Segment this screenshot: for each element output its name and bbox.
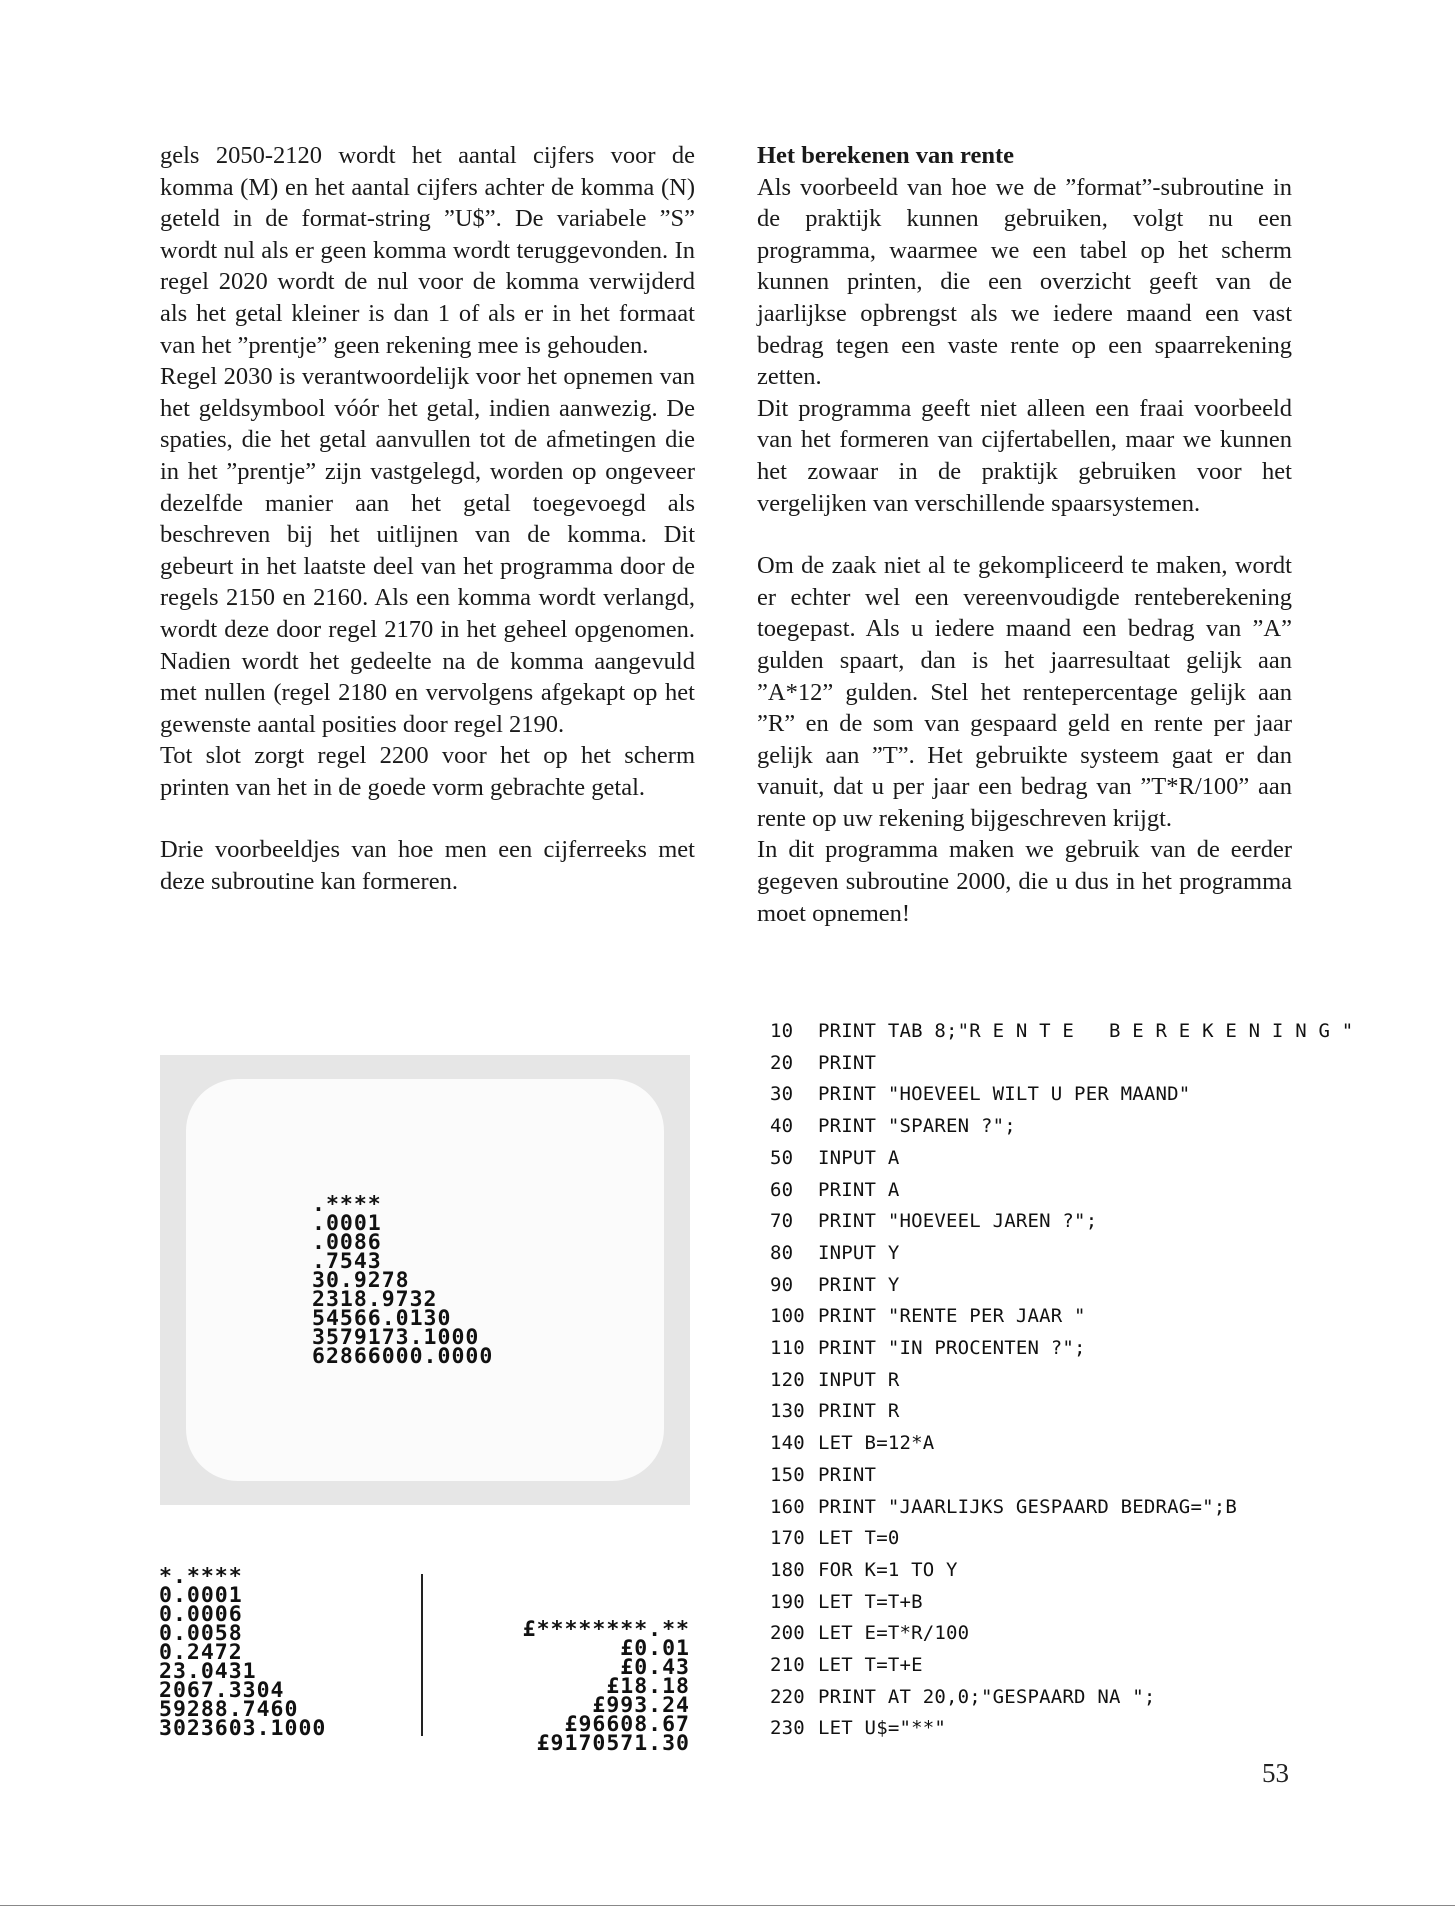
code-line bbox=[770, 1713, 1353, 1745]
line-number: 20 bbox=[770, 1051, 794, 1074]
line-number: 70 bbox=[770, 1210, 794, 1233]
screen-output-line: 54566.0130 bbox=[312, 1306, 452, 1331]
code-text: PRINT bbox=[818, 1463, 877, 1486]
code-text: INPUT R bbox=[818, 1368, 900, 1391]
example-right-line: £993.24 bbox=[592, 1693, 690, 1718]
line-number: 10 bbox=[770, 1020, 794, 1042]
line-number: 160 bbox=[770, 1495, 805, 1518]
code-line bbox=[770, 1143, 1353, 1175]
code-text: PRINT AT 20,0;"GESPAARD NA "; bbox=[818, 1685, 1156, 1708]
code-text: PRINT "HOEVEEL JAREN ?"; bbox=[818, 1210, 1098, 1233]
code-line bbox=[770, 1238, 1353, 1270]
code-text: LET E=T*R/100 bbox=[818, 1622, 970, 1645]
left-paragraph-1: gels 2050-2120 wordt het aantal cijfers voor de komma (M) en het aantal cijfers achter de komma (N) geteld in de format-string ”U$”. De variabele ”S” wordt nul als er geen komma wordt teruggevonden. In regel 2020 wordt de nul voor de komma verwijderd als het getal kleiner is dan 1 of als er in het formaat van het ”prentje” geen rekening mee is gehouden. bbox=[160, 142, 695, 359]
code-line bbox=[770, 1270, 1353, 1302]
code-text: PRINT "JAARLIJKS GESPAARD BEDRAG=";B bbox=[818, 1495, 1238, 1518]
line-number: 230 bbox=[770, 1717, 805, 1740]
example-right-line: £9170571.30 bbox=[536, 1731, 690, 1756]
example-right-line: £18.18 bbox=[606, 1674, 690, 1699]
code-text: PRINT Y bbox=[818, 1273, 900, 1296]
line-number: 140 bbox=[770, 1432, 805, 1455]
example-left-line: 23.0431 bbox=[159, 1659, 257, 1684]
code-text: PRINT "HOEVEEL WILT U PER MAAND" bbox=[818, 1083, 1191, 1106]
left-column bbox=[160, 140, 695, 898]
code-line bbox=[770, 1460, 1353, 1492]
right-paragraph-2: Dit programma geeft niet alleen een fraai voorbeeld van het formeren van cijfertabellen, maar we kunnen het zowaar in de praktijk gebruiken voor het vergelijken van verschillende spaarsystemen. bbox=[757, 394, 1292, 517]
code-line bbox=[770, 1523, 1353, 1555]
screen-output-line: .**** bbox=[312, 1192, 382, 1217]
program-listing bbox=[770, 1016, 1353, 1745]
code-text: PRINT TAB 8;"R E N T E B E R E K E N I N G " bbox=[818, 1020, 1354, 1042]
code-line bbox=[770, 1492, 1353, 1524]
line-number: 50 bbox=[770, 1146, 794, 1169]
code-line bbox=[770, 1016, 1353, 1048]
line-number: 40 bbox=[770, 1115, 794, 1138]
code-line bbox=[770, 1048, 1353, 1080]
right-column bbox=[757, 140, 1292, 929]
example-left-line: *.**** bbox=[159, 1564, 243, 1589]
screen-output-line: 62866000.0000 bbox=[312, 1344, 494, 1369]
code-line bbox=[770, 1333, 1353, 1365]
example-divider bbox=[421, 1574, 423, 1736]
code-text: PRINT "SPAREN ?"; bbox=[818, 1115, 1016, 1138]
right-paragraph-3: Om de zaak niet al te gekompliceerd te maken, wordt er echter wel een vereenvoudigde renteberekening toegepast. Als u iedere maand een bedrag van ”A” gulden spaart, dan is het jaarresultaat gelijk aan ”A*12” gulden. Stel het rentepercentage gelijk aan ”R” en de som van gespaard geld en rente per jaar gelijk aan ”T”. Het gebruikte systeem gaat er dan vanuit, dat u per jaar een bedrag van ”T*R/100” aan rente op uw rekening bijgeschreven krijgt. bbox=[757, 552, 1292, 832]
screen-output-line: .0001 bbox=[312, 1211, 382, 1236]
example-right-line: £0.01 bbox=[620, 1636, 690, 1661]
example-left-numbers bbox=[159, 1564, 327, 1741]
line-number: 90 bbox=[770, 1273, 794, 1296]
code-line bbox=[770, 1682, 1353, 1714]
left-paragraph-3: Tot slot zorgt regel 2200 voor het op het scherm printen van het in de goede vorm gebrachte getal. bbox=[160, 742, 695, 801]
screen-output-line: 3579173.1000 bbox=[312, 1325, 480, 1350]
code-text: PRINT "IN PROCENTEN ?"; bbox=[818, 1337, 1086, 1360]
line-number: 220 bbox=[770, 1685, 805, 1708]
left-paragraph-4: Drie voorbeeldjes van hoe men een cijferreeks met deze subroutine kan formeren. bbox=[160, 836, 695, 896]
line-number: 80 bbox=[770, 1241, 794, 1264]
right-paragraph-1: Als voorbeeld van hoe we de ”format”-subroutine in de praktijk kunnen gebruiken, volgt nu een programma, waarmee we een tabel op het scherm kunnen printen, die een overzicht geeft van de jaarlijkse opbrengst als we iedere maand een vast bedrag tegen een vaste rente op een spaarrekening zetten. bbox=[757, 173, 1292, 391]
code-line bbox=[770, 1428, 1353, 1460]
line-number: 170 bbox=[770, 1527, 805, 1550]
screen-output-numbers bbox=[312, 1192, 494, 1369]
line-number: 150 bbox=[770, 1463, 805, 1486]
code-text: PRINT A bbox=[818, 1178, 900, 1201]
example-right-line: £0.43 bbox=[620, 1655, 690, 1680]
line-number: 130 bbox=[770, 1400, 805, 1423]
example-left-line: 0.2472 bbox=[159, 1640, 243, 1665]
code-text: INPUT Y bbox=[818, 1241, 900, 1264]
code-line bbox=[770, 1111, 1353, 1143]
code-text: LET U$="**" bbox=[818, 1717, 947, 1740]
code-line bbox=[770, 1079, 1353, 1111]
page-number: 53 bbox=[1262, 1758, 1289, 1788]
line-number: 190 bbox=[770, 1590, 805, 1613]
right-paragraph-4: In dit programma maken we gebruik van de eerder gegeven subroutine 2000, die u dus in het programma moet opnemen! bbox=[757, 836, 1292, 927]
code-line bbox=[770, 1206, 1353, 1238]
code-line bbox=[770, 1301, 1353, 1333]
line-number: 200 bbox=[770, 1622, 805, 1645]
code-line bbox=[770, 1650, 1353, 1682]
example-left-line: 0.0001 bbox=[159, 1583, 243, 1608]
example-right-line: £********.** bbox=[522, 1617, 690, 1642]
code-line bbox=[770, 1618, 1353, 1650]
example-right-numbers bbox=[470, 1617, 690, 1756]
bottom-rule bbox=[0, 1905, 1455, 1906]
line-number: 210 bbox=[770, 1654, 805, 1677]
code-line bbox=[770, 1365, 1353, 1397]
code-text: PRINT R bbox=[818, 1400, 900, 1423]
example-left-line: 59288.7460 bbox=[159, 1697, 299, 1722]
code-line bbox=[770, 1555, 1353, 1587]
screen-output-line: 2318.9732 bbox=[312, 1287, 438, 1312]
section-heading: Het berekenen van rente bbox=[757, 142, 1014, 169]
example-right-line: £96608.67 bbox=[564, 1712, 690, 1737]
code-line bbox=[770, 1587, 1353, 1619]
example-left-line: 0.0006 bbox=[159, 1602, 243, 1627]
line-number: 180 bbox=[770, 1558, 805, 1581]
code-line bbox=[770, 1175, 1353, 1207]
screen-output-line: 30.9278 bbox=[312, 1268, 410, 1293]
code-text: LET T=T+E bbox=[818, 1654, 923, 1677]
code-line bbox=[770, 1396, 1353, 1428]
code-text: LET T=T+B bbox=[818, 1590, 923, 1613]
example-left-line: 0.0058 bbox=[159, 1621, 243, 1646]
line-number: 100 bbox=[770, 1305, 805, 1328]
code-text: LET B=12*A bbox=[818, 1432, 935, 1455]
code-text: PRINT bbox=[818, 1051, 877, 1074]
line-number: 110 bbox=[770, 1337, 805, 1360]
screen-output-line: .7543 bbox=[312, 1249, 382, 1274]
code-text: FOR K=1 TO Y bbox=[818, 1558, 958, 1581]
screen-output-line: .0086 bbox=[312, 1230, 382, 1255]
code-text: LET T=0 bbox=[818, 1527, 900, 1550]
code-text: INPUT A bbox=[818, 1146, 900, 1169]
example-left-line: 3023603.1000 bbox=[159, 1716, 327, 1741]
line-number: 60 bbox=[770, 1178, 794, 1201]
code-text: PRINT "RENTE PER JAAR " bbox=[818, 1305, 1086, 1328]
line-number: 120 bbox=[770, 1368, 805, 1391]
left-paragraph-2: Regel 2030 is verantwoordelijk voor het opnemen van het geldsymbool vóór het getal, indien aanwezig. De spaties, die het getal aanvullen tot de afmetingen die in het ”prentje” zijn vastgelegd, worden op ongeveer dezelfde manier aan het getal toegevoegd als beschreven bij het uitlijnen van de komma. Dit gebeurt in het laatste deel van het programma door de regels 2150 en 2160. Als een komma wordt verlangd, wordt deze door regel 2170 in het geheel opgenomen. Nadien wordt het gedeelte na de komma aangevuld met nullen (regel 2180 en vervolgens afgekapt op het gewenste aantal posities door regel 2190. bbox=[160, 363, 695, 738]
line-number: 30 bbox=[770, 1083, 794, 1106]
example-left-line: 2067.3304 bbox=[159, 1678, 285, 1703]
